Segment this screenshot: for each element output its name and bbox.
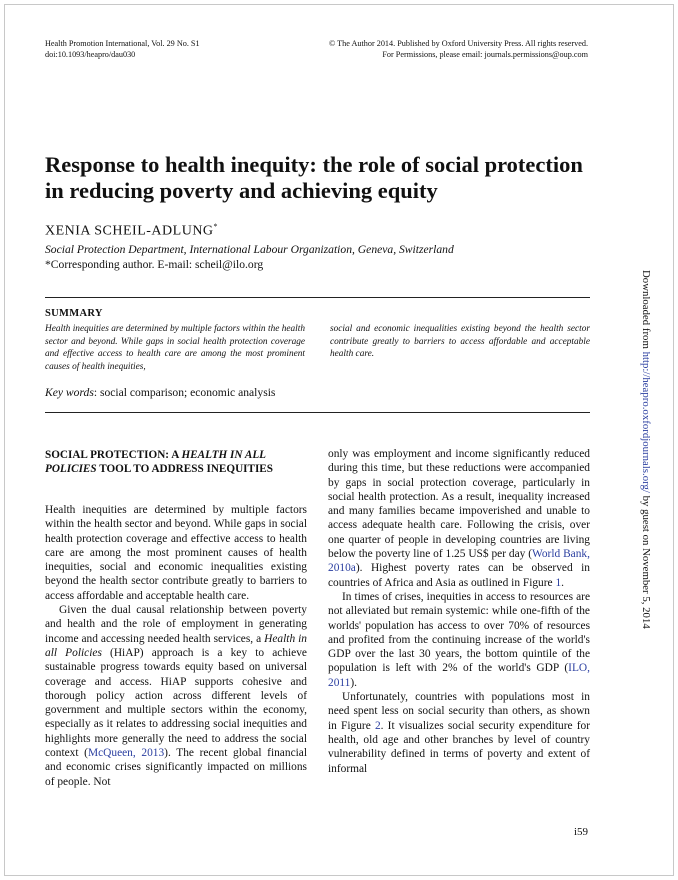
body-left-column xyxy=(45,503,307,789)
text: . xyxy=(561,576,565,589)
paragraph xyxy=(45,603,307,789)
body-right-column xyxy=(328,447,590,776)
sidebar-url-link[interactable]: http://heapro.oxfordjournals.org/ xyxy=(640,351,652,493)
corresponding-author: *Corresponding author. E-mail: scheil@ilo.org xyxy=(45,258,264,271)
keywords xyxy=(45,386,275,399)
author-line xyxy=(45,222,218,240)
text: Unfortunately, countries with populations most in need spent less on social security than others, as shown in Figure xyxy=(328,691,590,732)
copyright-header xyxy=(329,38,588,60)
sidebar-text: Downloaded from xyxy=(640,270,652,352)
citation-link-mcqueen[interactable]: McQueen, 2013 xyxy=(87,747,165,760)
summary-right-column: social and economic inequalities existing beyond the health sector contribute greatly to barriers to access affordable and acceptable health care. xyxy=(330,324,590,359)
permissions-notice: For Permissions, please email: journals.permissions@oup.com xyxy=(382,50,588,59)
corresponding-mark: * xyxy=(213,222,219,231)
keywords-label: Key words xyxy=(45,386,94,399)
page-number: i59 xyxy=(573,826,588,838)
text: In times of crises, inequities in access to resources are not alleviated but remain systemic: while one-fifth of the worlds' population has access to over 70% of resources and profited from the continuing increase of the world's GDP over the last 30 years, the bottom quintile of the population is left with 2% of the world's GDP ( xyxy=(328,590,590,675)
article-title: Response to health inequity: the role of social protection in reducing poverty and achieving equity xyxy=(45,152,583,203)
copyright-notice: © The Author 2014. Published by Oxford University Press. All rights reserved. xyxy=(329,39,588,48)
figure-link-2[interactable]: 2 xyxy=(374,719,381,732)
doi: doi:10.1093/heapro/dau030 xyxy=(45,50,136,59)
sidebar-text: by guest on November 5, 2014 xyxy=(640,492,652,629)
paragraph: Health inequities are determined by multiple factors within the health sector and beyond. While gaps in social health protection coverage and effective access to health care are among the most prominent causes of health inequities, social and economic inequalities existing beyond the health sector contribute greatly to barriers to access affordable and acceptable health care. xyxy=(45,504,307,602)
text: ). Highest poverty rates can be observed in countries of Africa and Asia as outlined in Figure xyxy=(328,562,590,589)
affiliation: Social Protection Department, International Labour Organization, Geneva, Switzerland xyxy=(45,243,454,256)
text: (HiAP) approach is a key to achieve sustainable progress towards equity based on universal coverage and access. HiAP supports cohesive and thorough policy action across different levels of government and multiple sectors within the economy, especially as it relates to addressing social inequities and highlights more generally the need to address the social context ( xyxy=(45,646,307,760)
summary-left-column: Health inequities are determined by multiple factors within the health sector and beyond. While gaps in social health protection coverage and effective access to health care are among the most prominent causes of health inequities, xyxy=(45,324,305,372)
text: ). The recent global financial and economic crises significantly impacted on millions of people. Not xyxy=(45,747,308,788)
paragraph xyxy=(328,447,590,590)
citation-link-ilo[interactable]: ILO, 2011 xyxy=(328,662,590,689)
journal-header xyxy=(45,38,200,60)
author-name: XENIA SCHEIL-ADLUNG xyxy=(45,223,214,239)
keywords-text: social comparison; economic analysis xyxy=(99,386,276,399)
paragraph xyxy=(328,590,590,690)
section-heading-pre: SOCIAL PROTECTION: A xyxy=(45,449,182,461)
divider-bottom xyxy=(45,412,590,413)
paragraph xyxy=(328,690,590,776)
summary-heading: SUMMARY xyxy=(45,308,103,319)
figure-link-1[interactable]: 1 xyxy=(555,576,562,589)
download-sidebar xyxy=(640,270,652,650)
section-heading-italic: HEALTH IN ALL POLICIES xyxy=(45,449,266,475)
text: . It visualizes social security expenditure for health, old age and other branches by level of country vulnerability defined in terms of poverty and extent of informal xyxy=(328,719,591,775)
text-italic: Health in all Policies xyxy=(45,632,307,659)
section-heading-post: TOOL TO ADDRESS INEQUITIES xyxy=(96,463,273,475)
text: ). xyxy=(350,676,358,689)
text: Given the dual causal relationship between poverty and health and the role of employment in generating income and accessing needed health services, a xyxy=(45,604,307,645)
text: only was employment and income significantly reduced during this time, but these reductions were accompanied by gaps in social protection coverage, particularly in social health protection. As a result, inequality increased and many families became impoverished and unable to access adequate health care. Following the crisis, over one quarter of people in developing countries are living below the poverty line of 1.25 US$ per day ( xyxy=(328,448,590,561)
citation-link-world-bank[interactable]: World Bank, 2010a xyxy=(328,548,590,575)
section-heading xyxy=(45,448,307,476)
journal-citation: Health Promotion International, Vol. 29 No. S1 xyxy=(45,39,200,48)
keywords-sep: : xyxy=(93,386,100,399)
divider-top xyxy=(45,297,590,298)
